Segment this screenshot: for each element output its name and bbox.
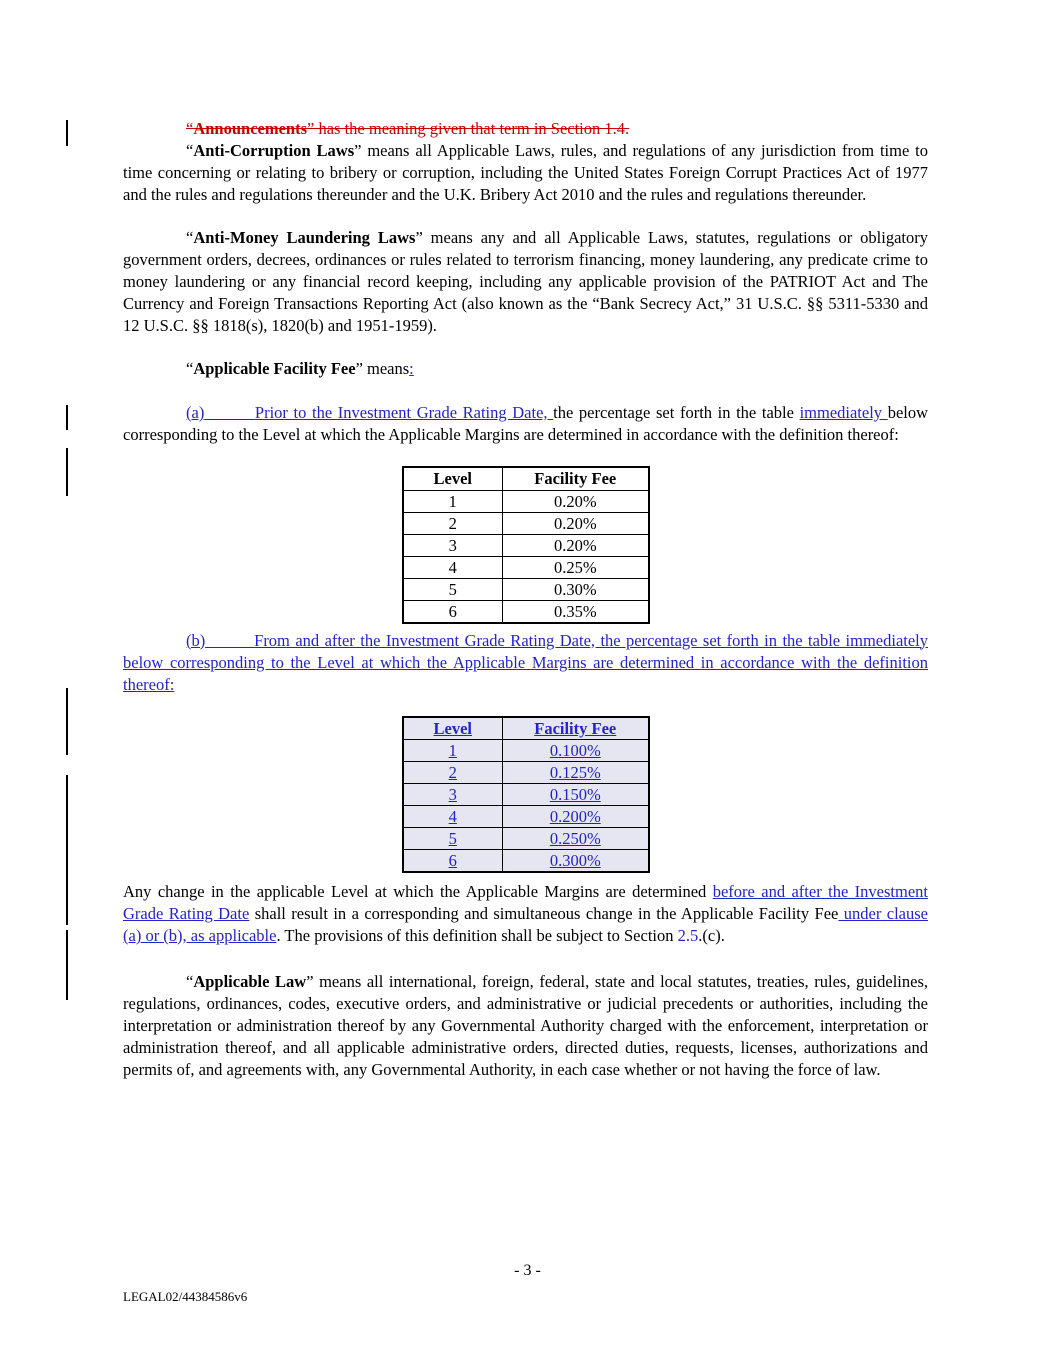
table-cell: 3: [403, 534, 503, 556]
facility-fee-clause-b: [123, 630, 928, 696]
text-segment: .(c).: [698, 926, 725, 945]
text-segment: under clause (a) or (b), as applicable: [123, 904, 928, 945]
change-bar: [66, 688, 68, 755]
table-cell: 5: [403, 828, 503, 850]
table-cell: 3: [403, 784, 503, 806]
text-segment: From and after the Investment Grade Rating Date, the percentage set forth in the table immediately below corresponding to the Level at which the Applicable Margins are determined in accordance with the definition thereof:: [123, 630, 929, 694]
table-cell: 0.125%: [503, 762, 649, 784]
table-cell: 0.250%: [503, 828, 649, 850]
defined-term-applicable-law: Applicable Law: [193, 972, 307, 991]
text-segment: Any change in the applicable Level at which the Applicable Margins are determined: [123, 882, 713, 901]
facility-fee-clause-a: [123, 402, 928, 446]
tab-space: [205, 631, 254, 650]
clause-b-label: (b): [186, 630, 206, 650]
table-cell: 1: [403, 740, 503, 762]
table-cell: 0.20%: [503, 534, 649, 556]
text-segment: below corresponding to the Level at which the Applicable Margins are determined in accordance with the definition thereof:: [123, 403, 929, 444]
table-row: [403, 828, 649, 850]
text-segment: .: [625, 119, 630, 138]
table-cell: 0.30%: [503, 578, 649, 600]
facility-fee-table-prior: [402, 466, 650, 624]
tab-space: [204, 403, 255, 422]
section-2-5-link[interactable]: 2.5: [677, 926, 699, 945]
table-row: [403, 806, 649, 828]
change-bar: [66, 448, 68, 496]
clause-a-label: (a): [186, 403, 205, 422]
table-header-row: [403, 717, 649, 740]
table-row: [403, 534, 649, 556]
definition-anti-money-laundering-laws: [123, 227, 928, 337]
text-segment: :: [409, 359, 414, 378]
change-bar: [66, 930, 68, 1000]
text-segment: “: [186, 141, 194, 160]
text-segment: ” means: [355, 359, 410, 378]
table-cell: 0.20%: [503, 490, 649, 512]
table-header-cell: Facility Fee: [503, 717, 649, 740]
table-cell: 4: [403, 806, 503, 828]
text-segment: “: [186, 359, 194, 378]
table-cell: 6: [403, 850, 503, 873]
text-segment: immediately: [799, 403, 888, 422]
text-segment: ” means all international, foreign, federal, state and local statutes, treaties, rules, guidelines, regulations, ordinances, codes, executive orders, and administrative or judicial precedents or authorities, including the interpretation or administration thereof by any Governmental Authority charged with the enforcement, interpretation or administration thereof, and all applicable administrative orders, directed duties, requests, licenses, authorizations and permits of, and agreements with, any Governmental Authority, in each case whether or not having the force of law.: [123, 972, 928, 1079]
table-row: [403, 762, 649, 784]
table-header-cell: Facility Fee: [503, 467, 649, 490]
table-cell: 0.20%: [503, 512, 649, 534]
definition-applicable-facility-fee: [123, 358, 928, 380]
table-cell: 0.200%: [503, 806, 649, 828]
text-segment: . The provisions of this definition shall be subject to Section: [276, 926, 678, 945]
table-header-cell: Level: [403, 467, 503, 490]
text-segment: ” means any and all Applicable Laws, statutes, regulations or obligatory government orders, decrees, ordinances or rules related to terrorism financing, money laundering, any predicate crime to money laundering or any financial record keeping, including any applicable provision of the PATRIOT Act and The Currency and Foreign Transactions Reporting Act (also known as the “Bank Secrecy Act,” 31 U.S.C. §§ 5311-5330 and 12 U.S.C. §§ 1818(s), 1820(b) and 1951-1959).: [123, 228, 928, 335]
section-1-4-reference: 1.4: [604, 119, 626, 138]
text-segment: Prior to the Investment Grade Rating Date,: [254, 403, 554, 422]
table-row: [403, 490, 649, 512]
defined-term-anti-money-laundering-laws: Anti-Money Laundering Laws: [193, 228, 416, 247]
table-cell: 0.100%: [503, 740, 649, 762]
table-row: [403, 512, 649, 534]
table-row: [403, 784, 649, 806]
facility-fee-table-after: [402, 716, 650, 874]
table-cell: 0.25%: [503, 556, 649, 578]
text-segment: “: [186, 119, 194, 138]
text-segment: “: [186, 228, 194, 247]
table-cell: 2: [403, 762, 503, 784]
document-id-stamp: LEGAL02/44384586v6: [123, 1289, 248, 1304]
text-segment: before and after the Investment Grade Rating Date: [123, 882, 928, 923]
text-segment: the percentage set forth in the table: [553, 403, 800, 422]
table-row: [403, 556, 649, 578]
page-number: - 3 -: [514, 1262, 541, 1279]
defined-term-applicable-facility-fee: Applicable Facility Fee: [193, 359, 356, 378]
change-bar: [66, 405, 68, 430]
defined-term-anti-corruption-laws: Anti-Corruption Laws: [193, 141, 355, 160]
change-bar: [66, 120, 68, 146]
definition-applicable-law: [123, 971, 928, 1081]
table-cell: 4: [403, 556, 503, 578]
table-cell: 2: [403, 512, 503, 534]
table-cell: 0.300%: [503, 850, 649, 873]
defined-term-announcements: Announcements: [193, 119, 308, 138]
definition-anti-corruption-laws: [123, 140, 928, 206]
table-row: [403, 740, 649, 762]
table-row: [403, 578, 649, 600]
change-bar: [66, 775, 68, 925]
table-row: [403, 850, 649, 873]
table-header-row: [403, 467, 649, 490]
text-segment: “: [186, 972, 194, 991]
text-segment: ” means all Applicable Laws, rules, and regulations of any jurisdiction from time to time concerning or relating to bribery or corruption, including the United States Foreign Corrupt Practices Act of 1977 and the rules and regulations thereunder and the U.K. Bribery Act 2010 and the rules and regulations thereunder.: [123, 141, 928, 204]
definition-announcements-deleted: [123, 118, 928, 140]
text-segment: shall result in a corresponding and simultaneous change in the Applicable Facility Fee: [249, 904, 839, 923]
table-cell: 1: [403, 490, 503, 512]
table-cell: 5: [403, 578, 503, 600]
facility-fee-any-change-paragraph: [123, 881, 928, 947]
table-header-cell: Level: [403, 717, 503, 740]
table-cell: 0.150%: [503, 784, 649, 806]
text-segment: ” has the meaning given that term in Section: [307, 119, 605, 138]
table-cell: 6: [403, 600, 503, 623]
table-cell: 0.35%: [503, 600, 649, 623]
table-row: [403, 600, 649, 623]
